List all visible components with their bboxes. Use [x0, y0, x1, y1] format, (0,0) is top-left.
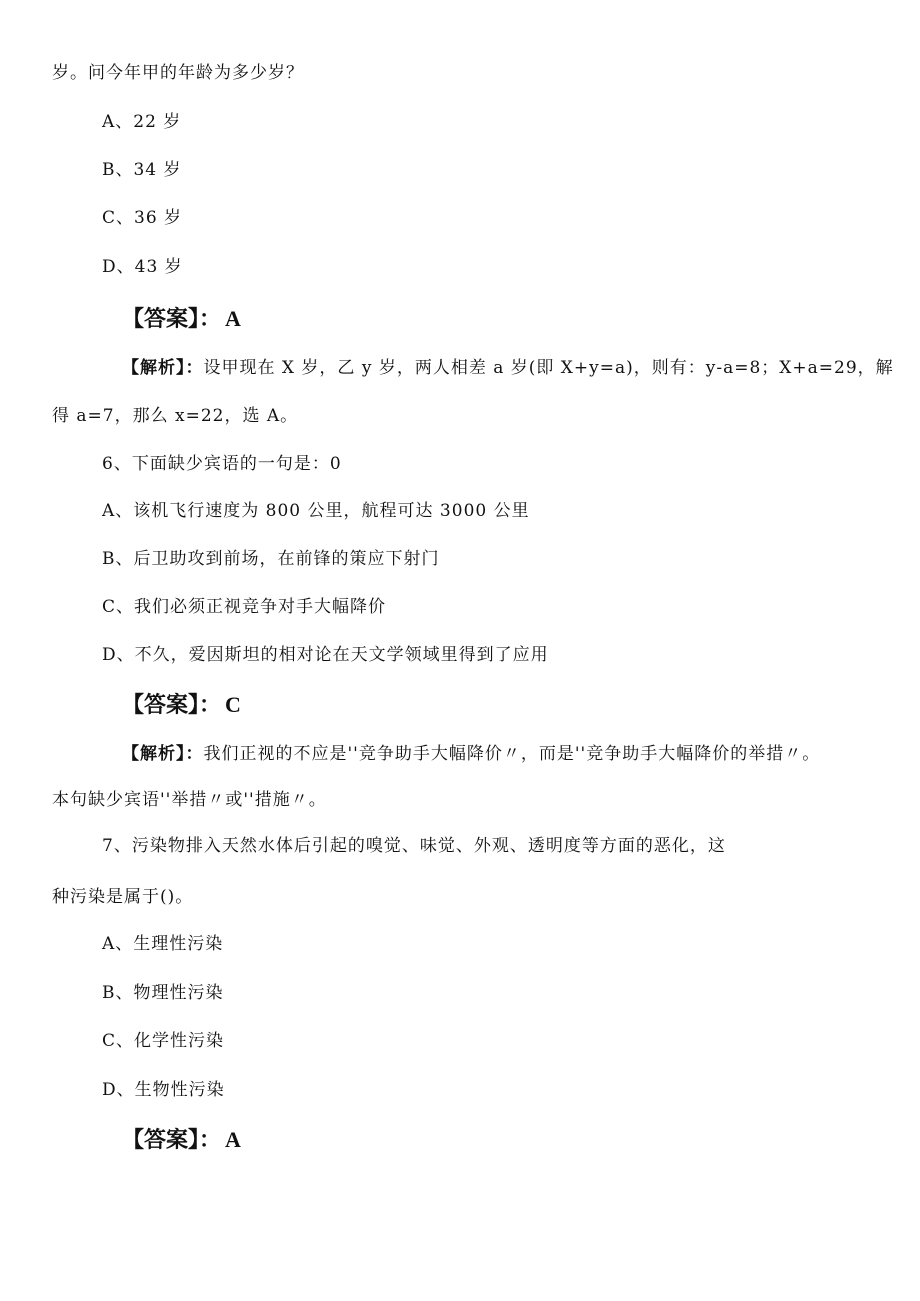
question-7-option-b: B、物理性污染: [102, 983, 224, 1003]
question-5-stem-tail: 岁。问今年甲的年龄为多少岁？: [52, 63, 304, 83]
question-6-option-a: A、该机飞行速度为 800 公里，航程可达 3000 公里: [102, 501, 530, 521]
question-6-explanation-line-1: [122, 743, 820, 765]
explanation-text: 设甲现在 X 岁，乙 y 岁，两人相差 a 岁(即 X+y=a)，则有：y-a=8；X+a=29，解: [203, 358, 894, 378]
question-7-stem-line-2: 种污染是属于()。: [52, 887, 194, 907]
question-6-answer: [122, 691, 241, 720]
answer-label: 【答案】：: [122, 307, 222, 332]
question-5-option-a: A、22 岁: [102, 112, 182, 132]
question-7-answer: [122, 1126, 241, 1155]
question-5-option-b: B、34 岁: [102, 160, 182, 180]
question-5-option-d: D、43 岁: [102, 257, 183, 277]
question-5-explanation-line-2: 得 a=7，那么 x=22，选 A。: [52, 406, 299, 426]
answer-value: C: [225, 692, 241, 717]
question-5-option-c: C、36 岁: [102, 208, 183, 228]
question-5-explanation-line-1: [122, 357, 894, 379]
question-7-option-a: A、生理性污染: [102, 934, 224, 954]
answer-label: 【答案】：: [122, 693, 222, 718]
question-6-explanation-line-2: 本句缺少宾语''举措〃或''措施〃。: [52, 790, 327, 810]
answer-value: A: [225, 1127, 241, 1152]
question-5-answer: [122, 305, 241, 334]
explanation-label: 【解析】：: [122, 744, 204, 764]
question-6-option-c: C、我们必须正视竞争对手大幅降价: [102, 597, 387, 617]
answer-label: 【答案】：: [122, 1128, 222, 1153]
answer-value: A: [225, 306, 241, 331]
question-6-option-b: B、后卫助攻到前场，在前锋的策应下射门: [102, 549, 440, 569]
explanation-label: 【解析】：: [122, 358, 204, 378]
question-6-stem: 6、下面缺少宾语的一句是：0: [102, 454, 342, 474]
question-6-option-d: D、不久，爱因斯坦的相对论在天文学领域里得到了应用: [102, 645, 549, 665]
question-7-option-c: C、化学性污染: [102, 1031, 225, 1051]
question-7-stem-line-1: 7、污染物排入天然水体后引起的嗅觉、味觉、外观、透明度等方面的恶化，这: [102, 836, 726, 856]
explanation-text: 我们正视的不应是''竞争助手大幅降价〃，而是''竞争助手大幅降价的举措〃。: [203, 744, 821, 764]
question-7-option-d: D、生物性污染: [102, 1080, 225, 1100]
